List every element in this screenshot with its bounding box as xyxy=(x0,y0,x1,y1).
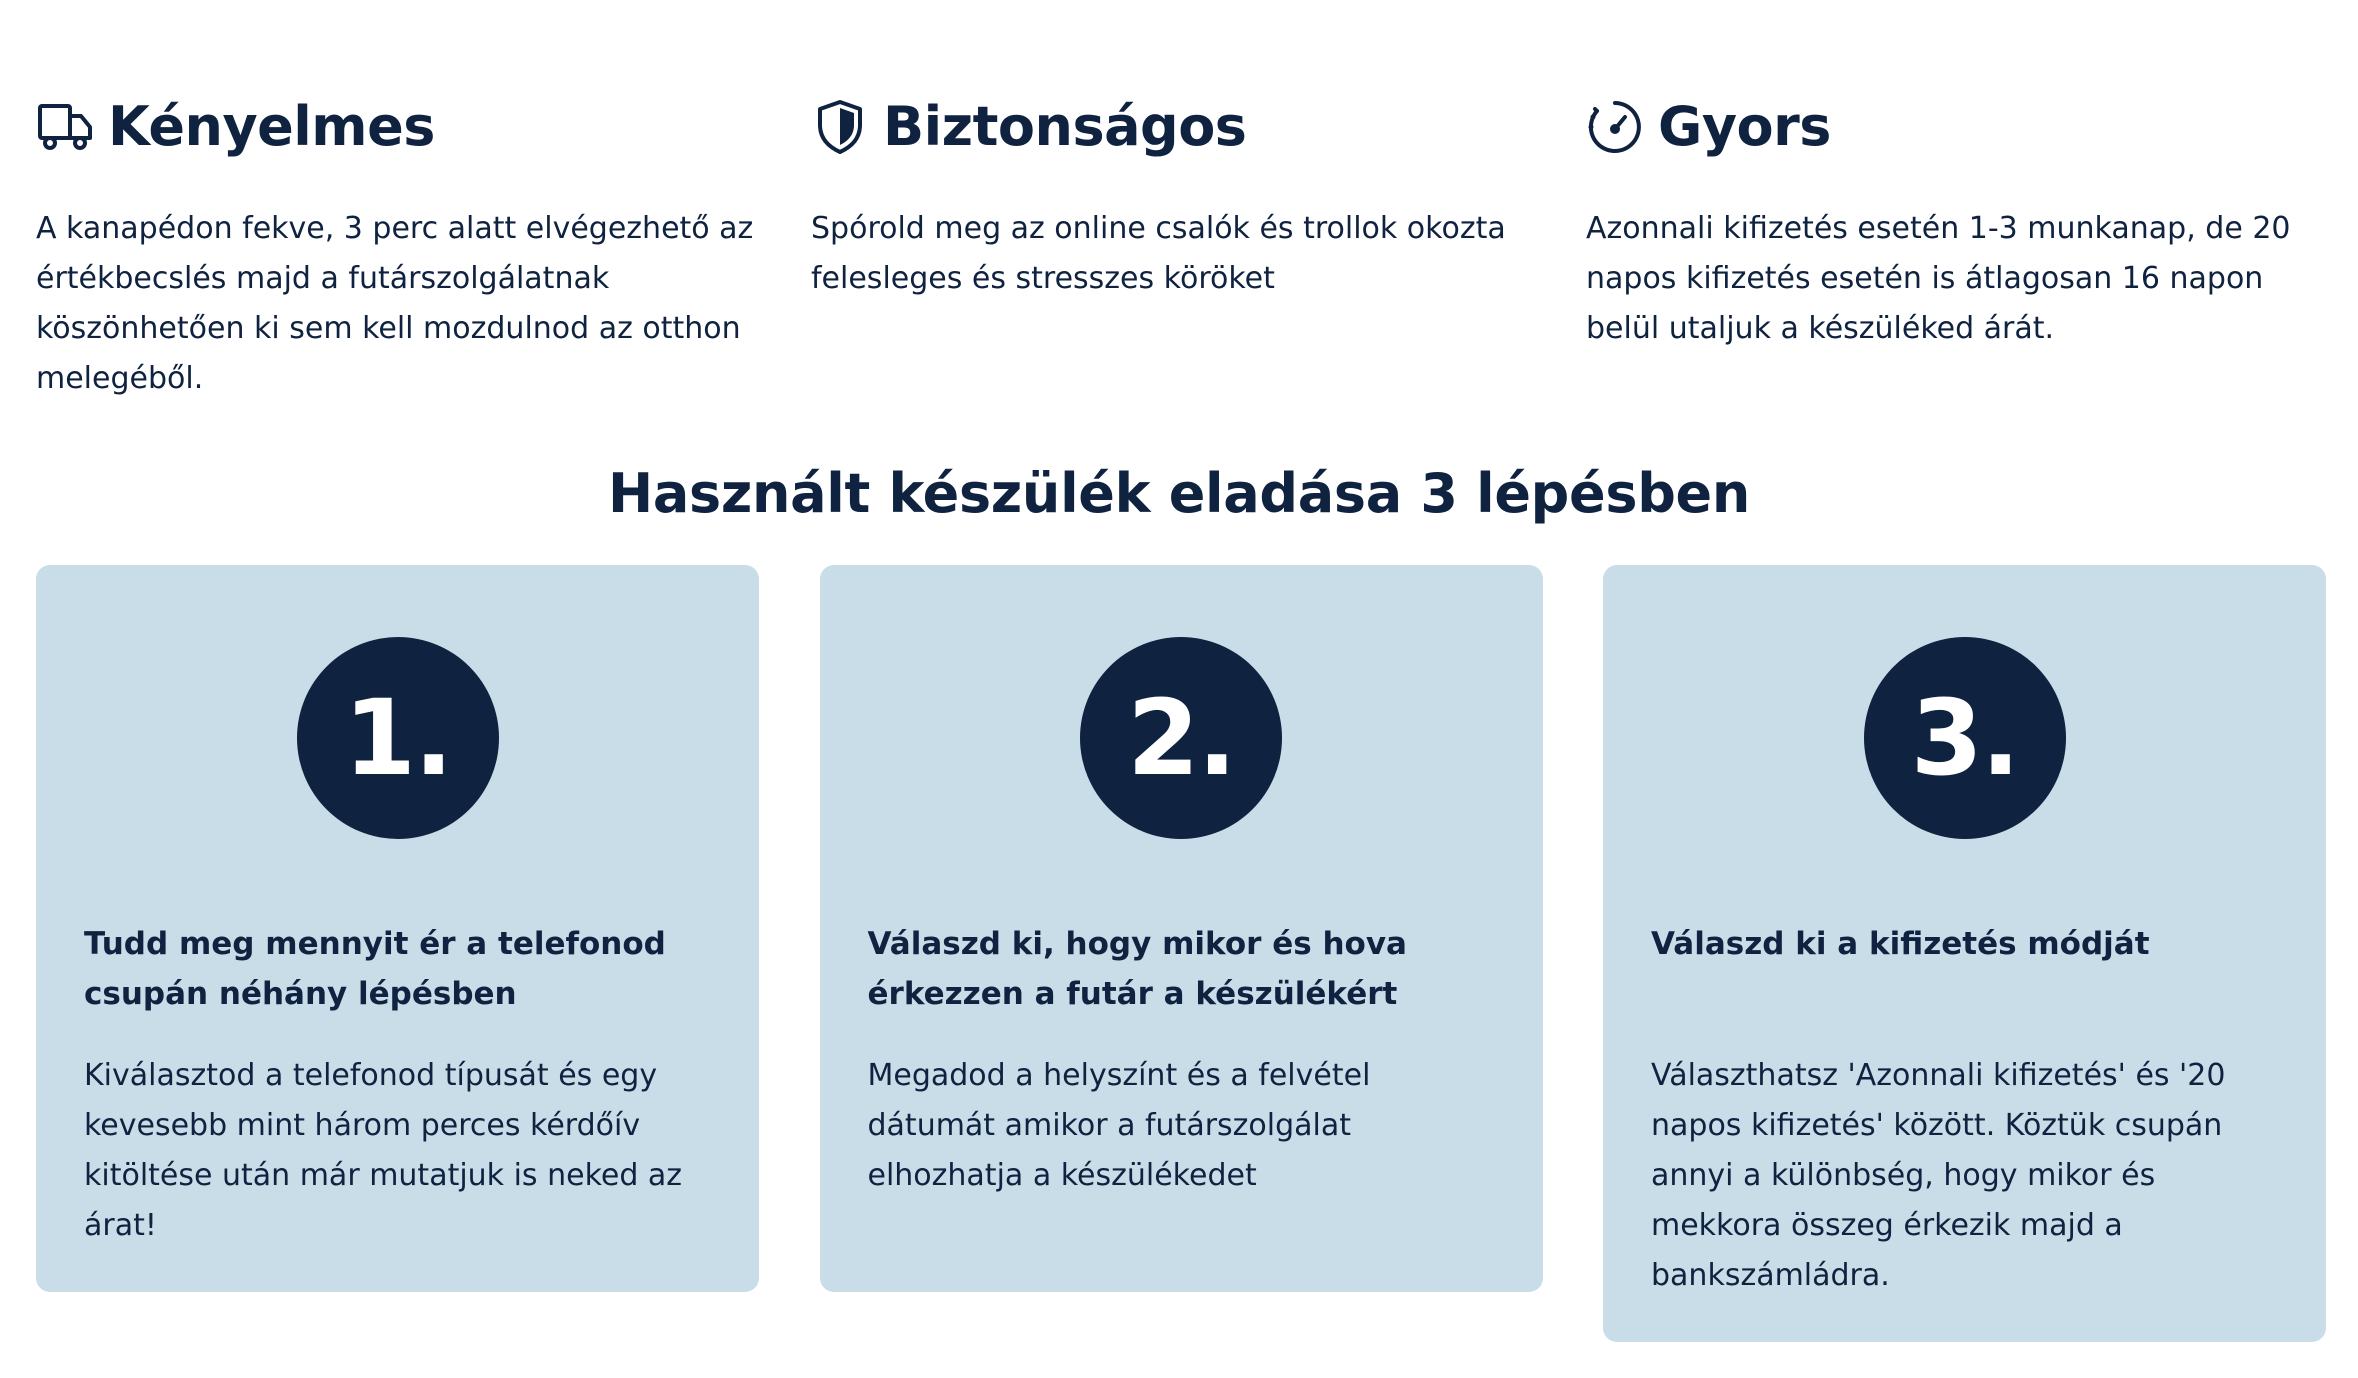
truck-icon xyxy=(36,98,94,156)
step-number-badge: 1. xyxy=(297,637,499,839)
feature-description: A kanapédon fekve, 3 perc alatt elvégezhető az értékbecslés majd a futárszolgálatnak köszönhetően ki sem kell mozdulnod az otthon melegéből. xyxy=(36,211,754,396)
step-card-2 xyxy=(820,565,1543,1292)
feature-title: Biztonságos xyxy=(883,95,1247,158)
steps-row xyxy=(36,565,2326,1342)
feature-secure xyxy=(811,90,1551,404)
section-title: Használt készülék eladása 3 lépésben xyxy=(607,462,1751,525)
feature-description: Azonnali kifizetés esetén 1-3 munkanap, de 20 napos kifizetés esetén is átlagosan 16 napon belül utaljuk a készüléked árát. xyxy=(1586,211,2291,346)
feature-title: Kényelmes xyxy=(108,95,435,158)
features-row xyxy=(36,90,2326,404)
feature-fast xyxy=(1586,90,2326,404)
feature-header xyxy=(811,90,1551,164)
step-title: Válaszd ki, hogy mikor és hova érkezzen a futár a készülékért xyxy=(867,926,1407,1012)
step-number-badge: 2. xyxy=(1080,637,1282,839)
step-description: Választhatsz 'Azonnali kifizetés' és '20 napos kifizetés' között. Köztük csupán annyi a különbség, hogy mikor és mekkora összeg érkezik majd a bankszámládra. xyxy=(1651,1058,2226,1293)
feature-description: Spórold meg az online csalók és trollok okozta felesleges és stresszes köröket xyxy=(811,211,1506,296)
step-description: Kiválasztod a telefonod típusát és egy kevesebb mint három perces kérdőív kitöltése után már mutatjuk is neked az árat! xyxy=(84,1058,683,1243)
step-card-1 xyxy=(36,565,759,1292)
step-title: Válaszd ki a kifizetés módját xyxy=(1651,926,2150,962)
feature-header xyxy=(36,90,776,164)
step-title: Tudd meg mennyit ér a telefonod csupán néhány lépésben xyxy=(84,926,666,1012)
stopwatch-icon xyxy=(1586,98,1644,156)
feature-header xyxy=(1586,90,2326,164)
step-card-3 xyxy=(1603,565,2326,1342)
step-number-badge: 3. xyxy=(1864,637,2066,839)
feature-title: Gyors xyxy=(1658,95,1831,158)
shield-icon xyxy=(811,98,869,156)
feature-convenient xyxy=(36,90,776,404)
step-description: Megadod a helyszínt és a felvétel dátumát amikor a futárszolgálat elhozhatja a készülékedet xyxy=(867,1058,1371,1193)
